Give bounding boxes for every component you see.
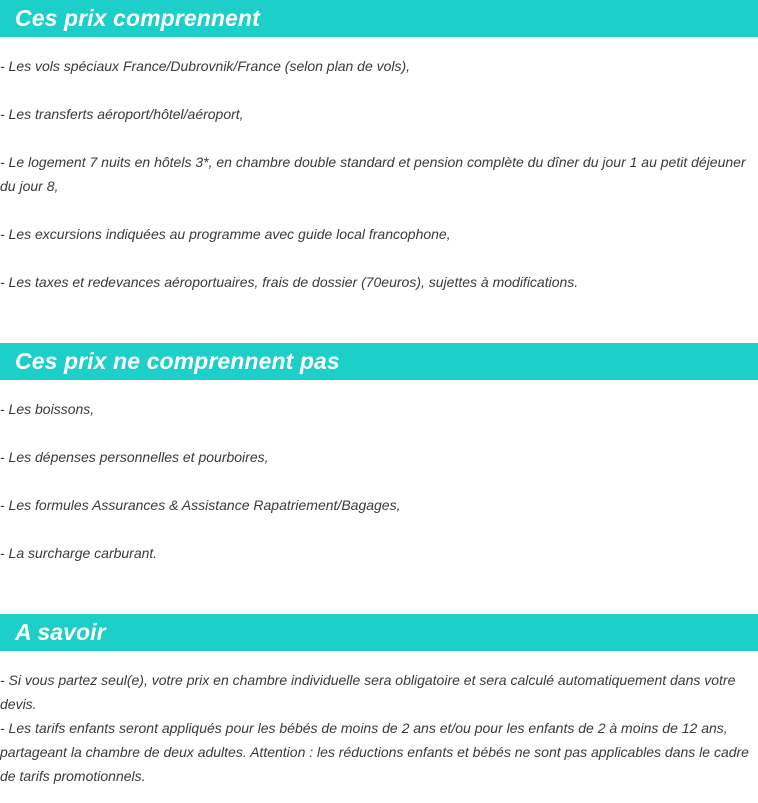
list-item: - La surcharge carburant. xyxy=(0,545,158,561)
list-item: - Les transferts aéroport/hôtel/aéroport, xyxy=(0,106,244,122)
list-item: - Si vous partez seul(e), votre prix en chambre individuelle sera obligatoire et sera calculé automatiquement dans votre devis. xyxy=(0,672,736,712)
list-item: - Les taxes et redevances aéroportuaires, frais de dossier (70euros), sujettes à modifications. xyxy=(0,274,579,290)
list-item: - Le logement 7 nuits en hôtels 3*, en chambre double standard et pension complète du dîner du jour 1 au petit déjeuner du jour 8, xyxy=(0,154,746,194)
section-good-to-know xyxy=(0,614,758,651)
section-not-included xyxy=(0,343,758,380)
list-item: - Les vols spéciaux France/Dubrovnik/France (selon plan de vols), xyxy=(0,58,411,74)
list-item: - Les boissons, xyxy=(0,401,95,417)
list-item: - Les dépenses personnelles et pourboires, xyxy=(0,449,269,465)
section-title: Ces prix ne comprennent pas xyxy=(15,348,340,374)
list-item: - Les formules Assurances & Assistance Rapatriement/Bagages, xyxy=(0,497,401,513)
section-included xyxy=(0,0,758,37)
section-header-good-to-know xyxy=(0,614,758,651)
section-title: A savoir xyxy=(15,619,106,645)
section-header-not-included xyxy=(0,343,758,380)
list-item: - Les excursions indiquées au programme avec guide local francophone, xyxy=(0,226,451,242)
list-item: - Les tarifs enfants seront appliqués pour les bébés de moins de 2 ans et/ou pour les enfants de 2 à moins de 12 ans, partageant la chambre de deux adultes. Attention : les réductions enfants et bébés ne sont pas applicables dans le cadre de tarifs promotionnels. xyxy=(0,720,749,784)
section-header-included xyxy=(0,0,758,37)
section-title: Ces prix comprennent xyxy=(15,5,260,31)
